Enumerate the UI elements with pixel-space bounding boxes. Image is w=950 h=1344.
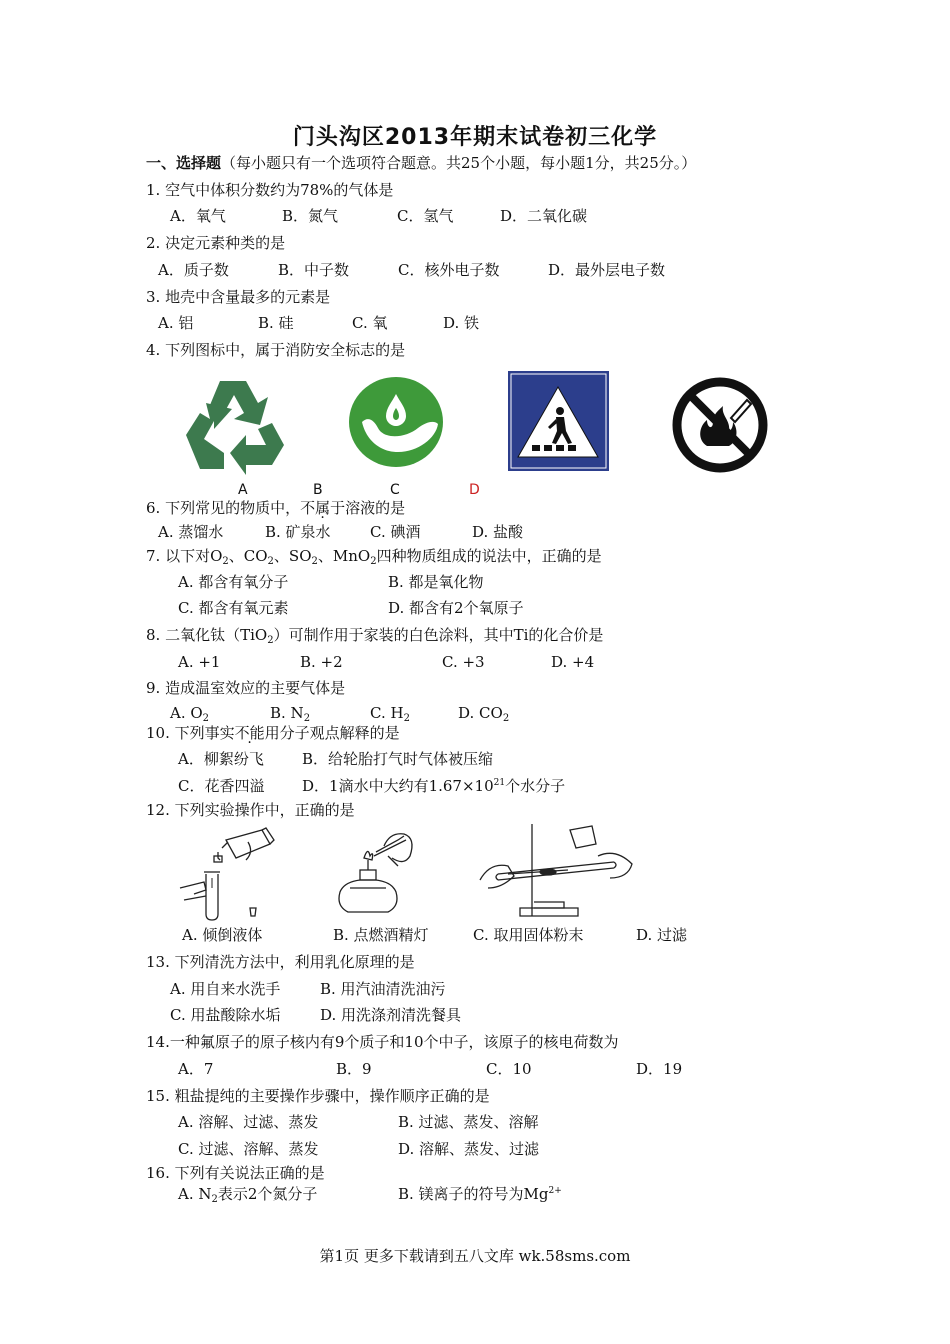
q15-option-d: D. 溶解、蒸发、过滤: [398, 1140, 540, 1158]
q9-stem: 9. 造成温室效应的主要气体是: [146, 679, 346, 697]
q1-option-d: D．二氧化碳: [500, 207, 588, 225]
q6-stem: [146, 498, 405, 518]
recycle-sign-icon: [180, 373, 290, 478]
q15-option-b: B. 过滤、蒸发、溶解: [398, 1113, 539, 1131]
q8-option-d: D. +4: [551, 653, 595, 671]
q12-stem: 12. 下列实验操作中，正确的是: [146, 801, 355, 819]
q10-stem-emphasis: 不能: [234, 724, 265, 742]
water-saving-sign-icon: [348, 376, 444, 468]
q3-option-b: B. 硅: [258, 314, 294, 332]
q14-option-b: B．9: [336, 1060, 372, 1078]
section-note: （每小题只有一个选项符合题意。共25个小题，每小题1分，共25分。）: [221, 154, 697, 172]
q4-label-b: B: [313, 482, 323, 498]
q14-option-a: A．7: [178, 1060, 214, 1078]
q15-option-c: C. 过滤、溶解、蒸发: [178, 1140, 319, 1158]
pouring-liquid-illustration: [176, 826, 276, 922]
q8-option-a: A. +1: [178, 653, 221, 671]
q3-option-d: D. 铁: [443, 314, 480, 332]
q7-option-d: D. 都含有2个氧原子: [388, 599, 524, 617]
q13-stem: 13. 下列清洗方法中，利用乳化原理的是: [146, 953, 415, 971]
section-label: 一、选择题: [146, 154, 222, 172]
q7-option-a: A. 都含有氧分子: [178, 573, 289, 591]
q12-option-d: D. 过滤: [636, 926, 688, 944]
q16-stem: 16. 下列有关说法正确的是: [146, 1164, 325, 1182]
q6-option-c: C. 碘酒: [370, 523, 421, 541]
q9-option-d: D. $CO_2$: [458, 704, 510, 724]
q12-option-c: C. 取用固体粉末: [473, 926, 584, 944]
q7-option-b: B. 都是氧化物: [388, 573, 484, 591]
q1-option-b: B．氮气: [282, 207, 339, 225]
q13-option-a: A. 用自来水洗手: [170, 980, 281, 998]
q1-option-a: A．氧气: [170, 207, 226, 225]
page-title: 门头沟区2013年期末试卷初三化学: [292, 125, 658, 150]
q13-option-b: B. 用汽油清洗油污: [320, 980, 446, 998]
q16-option-a: A. $N_2$表示2个氮分子: [178, 1185, 318, 1205]
q6-option-b: B. 矿泉水: [265, 523, 331, 541]
solid-powder-illustration: [478, 822, 638, 922]
q10-option-a: A．柳絮纷飞: [178, 750, 264, 768]
q2-stem: 2. 决定元素种类的是: [146, 234, 286, 252]
q14-stem: 14.一种氟原子的原子核内有9个质子和10个中子，该原子的核电荷数为: [146, 1033, 619, 1051]
q3-option-c: C. 氧: [352, 314, 388, 332]
q10-option-d: D．1滴水中大约有$1.67\times 10^{21}$个水分子: [302, 777, 566, 795]
q12-option-a: A. 倾倒液体: [182, 926, 263, 944]
q7-option-c: C. 都含有氧元素: [178, 599, 289, 617]
q2-option-d: D．最外层电子数: [548, 261, 666, 279]
q8-option-b: B. +2: [300, 653, 343, 671]
pedestrian-crossing-sign-icon: [508, 371, 609, 471]
q4-label-c: C: [390, 482, 400, 498]
q4-label-a: A: [238, 482, 248, 498]
q15-stem: 15. 粗盐提纯的主要操作步骤中，操作顺序正确的是: [146, 1087, 490, 1105]
q13-option-d: D. 用洗涤剂清洗餐具: [320, 1006, 462, 1024]
q4-stem: 4. 下列图标中，属于消防安全标志的是: [146, 341, 406, 359]
q14-option-d: D．19: [636, 1060, 683, 1078]
q6-stem-pre: 6. 下列常见的物质中，: [146, 499, 301, 517]
section-heading: [146, 153, 696, 173]
q16-option-b: B. 镁离子的符号为$Mg^{2+}$: [398, 1185, 562, 1203]
q6-stem-emphasis: 不属于: [300, 499, 346, 517]
q1-option-c: C．氢气: [397, 207, 454, 225]
q2-option-c: C．核外电子数: [398, 261, 500, 279]
q1-stem: 1. 空气中体积分数约为78%的气体是: [146, 181, 394, 199]
q4-label-d: D: [469, 482, 480, 498]
q10-option-c: C．花香四溢: [178, 777, 265, 795]
q6-option-a: A. 蒸馏水: [158, 523, 224, 541]
q3-option-a: A. 铝: [158, 314, 194, 332]
alcohol-lamp-illustration: [328, 826, 418, 922]
q7-stem: 7. 以下对$O_2$、$CO_2$、$SO_2$、MnO$_2$四种物质组成的说法中，正确的是: [146, 547, 602, 567]
no-fire-sign-icon: [671, 376, 769, 474]
q15-option-a: A. 溶解、过滤、蒸发: [178, 1113, 319, 1131]
q9-option-b: B. $N_2$: [270, 704, 311, 724]
q13-option-c: C. 用盐酸除水垢: [170, 1006, 281, 1024]
q2-option-a: A．质子数: [158, 261, 229, 279]
q9-option-a: A. $O_2$: [170, 704, 210, 724]
q6-option-d: D. 盐酸: [472, 523, 524, 541]
q10-option-b: B．给轮胎打气时气体被压缩: [302, 750, 494, 768]
q3-stem: 3. 地壳中含量最多的元素是: [146, 288, 331, 306]
q2-option-b: B．中子数: [278, 261, 350, 279]
q9-option-c: C. $H_2$: [370, 704, 410, 724]
q8-option-c: C. +3: [442, 653, 485, 671]
q12-option-b: B. 点燃酒精灯: [333, 926, 429, 944]
q10-stem: 10. 下列事实不能用分子观点解释的是: [146, 724, 400, 742]
q8-stem: 8. 二氧化钛（TiO$_2$）可制作用于家装的白色涂料，其中Ti的化合价是: [146, 626, 604, 646]
q14-option-c: C．10: [486, 1060, 532, 1078]
q6-stem-post: 溶液的是: [345, 499, 406, 517]
page-footer: 第1页 更多下载请到五八文库 wk.58sms.com: [319, 1247, 631, 1265]
